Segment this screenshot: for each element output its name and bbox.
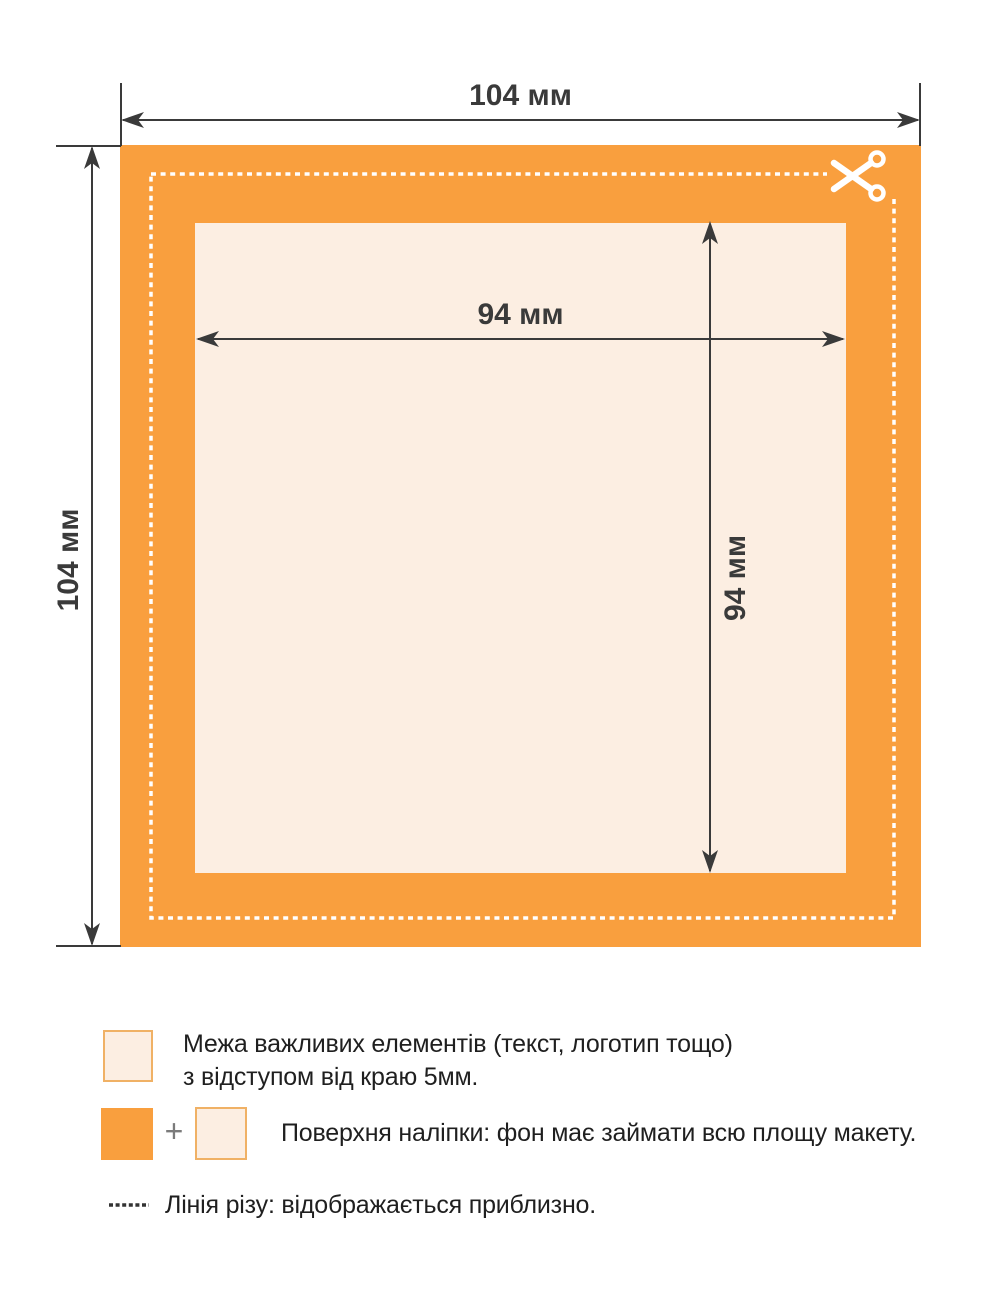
safe-area-legend-line2: з відступом від краю 5мм. — [183, 1063, 479, 1091]
top-dimension-line — [121, 112, 920, 128]
top-dimension-label: 104 мм — [469, 79, 572, 112]
safe-width-label: 94 мм — [477, 298, 564, 331]
cut-line-sample — [108, 1201, 150, 1209]
safe-area-legend-text — [183, 1028, 733, 1094]
background-surface-swatch — [195, 1107, 247, 1160]
sticker-surface-swatch — [101, 1108, 153, 1160]
safe-height-label: 94 мм — [719, 534, 752, 622]
left-dimension-label: 104 мм — [52, 508, 85, 612]
safe-area-legend-line1: Межа важливих елементів (текст, логотип тощо) — [183, 1030, 733, 1058]
cut-line-legend-text: Лінія різу: відображається приблизно. — [165, 1191, 597, 1219]
safe-area-swatch — [103, 1030, 153, 1082]
sticker-background — [120, 145, 921, 947]
left-dimension-line — [84, 146, 100, 946]
plus-sign: + — [164, 1113, 184, 1149]
surface-legend-text: Поверхня наліпки: фон має займати всю площу макету. — [281, 1119, 917, 1147]
